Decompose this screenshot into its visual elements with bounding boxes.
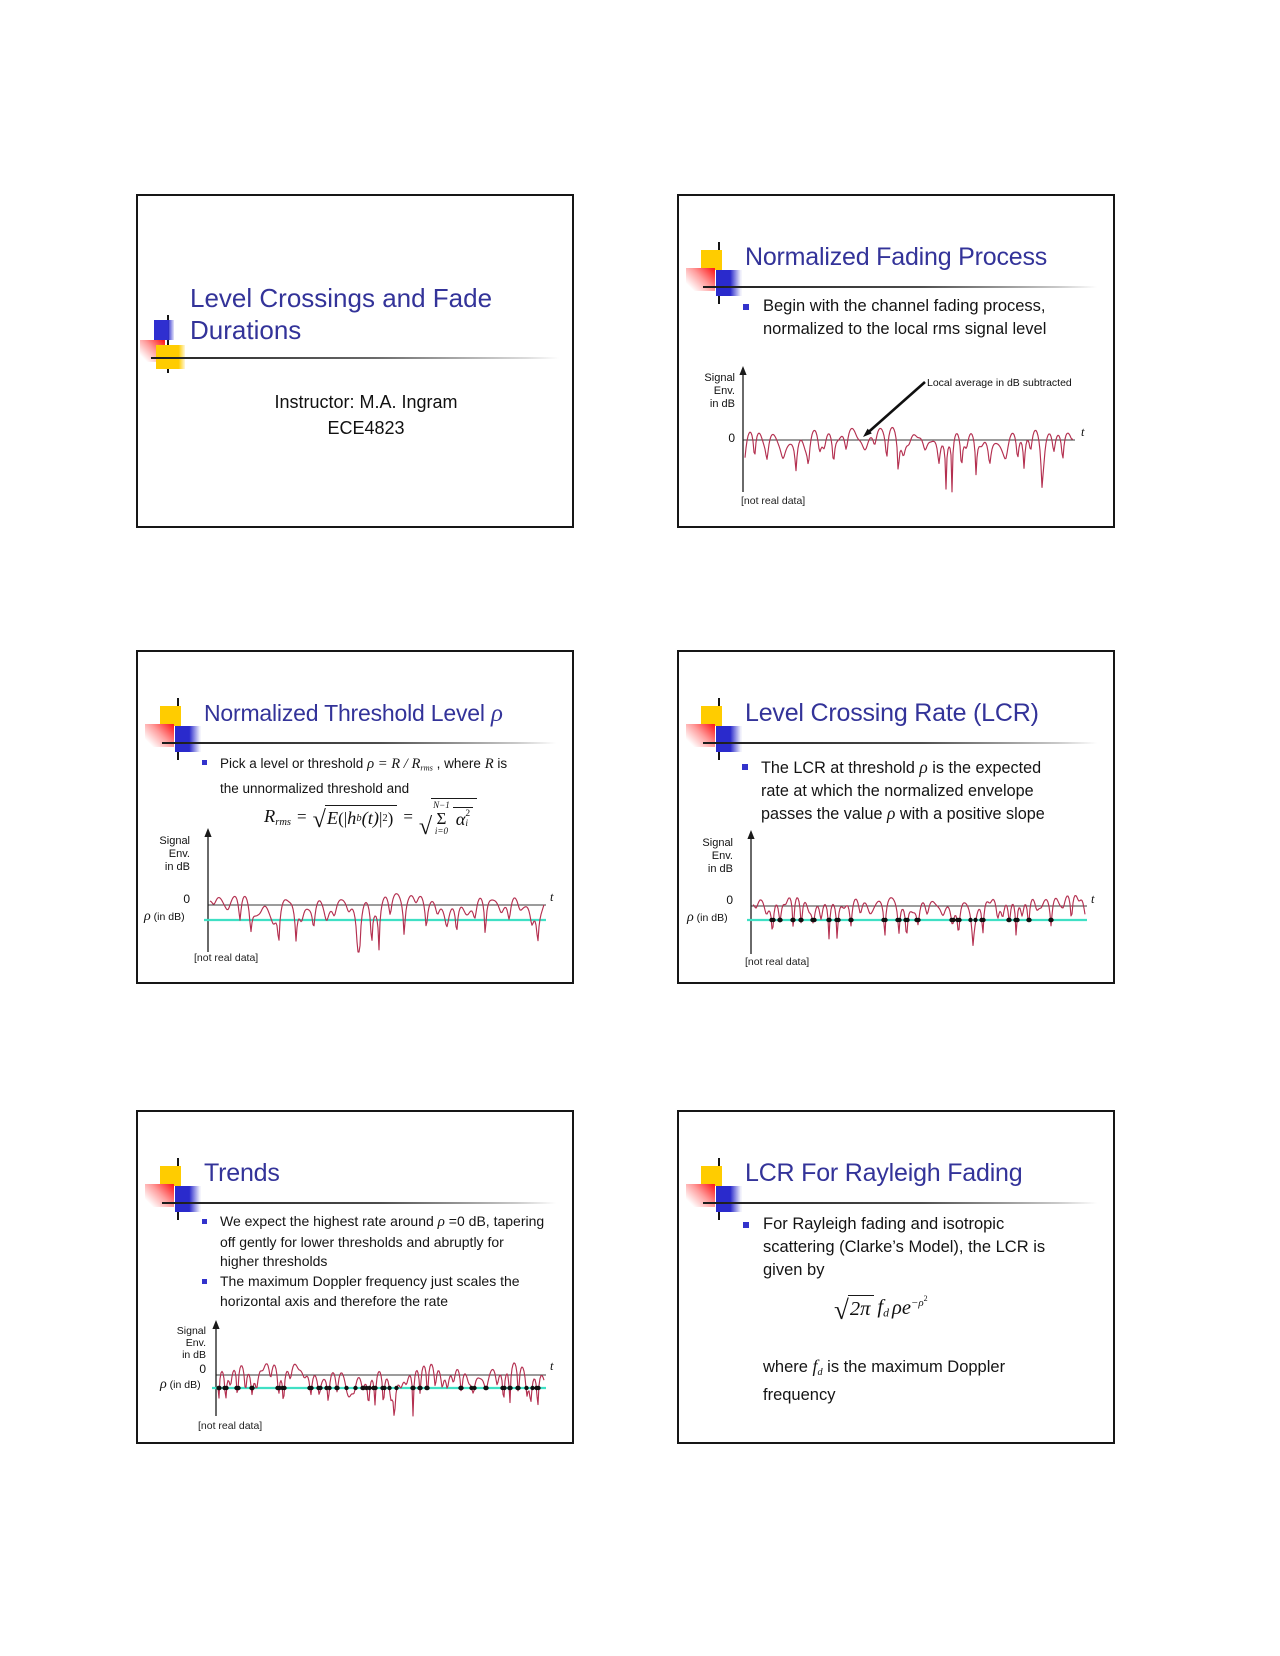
logo-yellow-square xyxy=(160,706,181,726)
plot-zero-label: 0 xyxy=(183,892,190,906)
deck-title xyxy=(190,282,492,346)
decorative-squares-logo xyxy=(138,1112,208,1227)
slide-normalized-threshold-level xyxy=(136,650,574,984)
logo-blue-square xyxy=(175,726,201,752)
slide-title-text: Normalized Fading Process xyxy=(745,243,1048,271)
slide-trends xyxy=(136,1110,574,1444)
bullet-marker xyxy=(202,1279,207,1284)
slide-normalized-fading-process xyxy=(677,194,1115,528)
course-line: ECE4823 xyxy=(327,418,405,438)
plot-ylabel: Signal Env. in dB xyxy=(159,835,190,873)
slide-title-text: Normalized Threshold Level ρ xyxy=(204,700,503,727)
title-rule xyxy=(151,357,559,359)
summation: N−1 Σ i=0 xyxy=(433,800,450,837)
bullet-marker xyxy=(202,760,207,765)
plot-annotation: Local average in dB subtracted xyxy=(927,377,1072,389)
logo-yellow-square xyxy=(160,1166,181,1186)
radical: √ 2π xyxy=(834,1295,874,1321)
slide-title-text: Level Crossing Rate (LCR) xyxy=(745,699,1039,727)
logo-yellow-square xyxy=(701,1166,722,1186)
bullet-marker xyxy=(743,1222,749,1228)
radical-sum: √ N−1 Σ i=0 α 2 i xyxy=(419,798,477,837)
fading-signal-plot xyxy=(739,366,1085,494)
slide-lcr-rayleigh-fading xyxy=(677,1110,1115,1444)
plot-zero-label: 0 xyxy=(728,431,735,445)
plot-time-axis-label: t xyxy=(1081,425,1085,439)
deck-title-line2: Durations xyxy=(190,315,302,345)
title-rule xyxy=(703,742,1097,744)
decorative-squares-logo xyxy=(679,652,749,767)
plot-footnote: [not real data] xyxy=(741,495,806,507)
fading-signal-plot xyxy=(747,830,1097,956)
slide-level-crossing-rate xyxy=(677,650,1115,984)
plot-time-axis-label: t xyxy=(1091,892,1095,906)
title-rule xyxy=(162,742,556,744)
bullet-text: For Rayleigh fading and isotropic scattering (Clarke’s Model), the LCR is given by xyxy=(763,1215,1046,1279)
instructor-line: Instructor: M.A. Ingram xyxy=(274,392,458,412)
bullet-text: Pick a level or threshold ρ = R / Rrms , where R is the unnormalized threshold and xyxy=(220,756,508,797)
plot-time-axis-label: t xyxy=(550,890,554,904)
fading-signal-plot xyxy=(204,828,556,954)
plot-footnote: [not real data] xyxy=(194,952,259,964)
plot-threshold-label: ρ (in dB) xyxy=(144,909,185,924)
lcr-formula: √ 2π fd ρe −ρ 2 xyxy=(834,1293,928,1325)
plot-time-axis-label: t xyxy=(550,1359,554,1373)
decorative-squares-logo xyxy=(679,196,749,311)
slide-title-text: Trends xyxy=(204,1159,280,1187)
logo-yellow-square xyxy=(701,706,722,726)
deck-title-line1: Level Crossings and Fade xyxy=(190,283,493,313)
bullet-text: Begin with the channel fading process, normalized to the local rms signal level xyxy=(763,297,1047,338)
plot-footnote: [not real data] xyxy=(745,956,810,968)
bullet-text: The maximum Doppler frequency just scales the horizontal axis and therefore the rate xyxy=(220,1273,520,1309)
bullet-text: The LCR at threshold ρ is the expected rate at which the normalized envelope passes the value ρ with a positive slope xyxy=(761,757,1045,823)
title-rule xyxy=(703,286,1097,288)
plot-threshold-label: ρ (in dB) xyxy=(687,910,728,925)
plot-threshold-label: ρ (in dB) xyxy=(160,1377,201,1392)
bullet-marker xyxy=(743,304,749,310)
plot-ylabel: Signal Env. in dB xyxy=(704,372,735,410)
logo-yellow-square xyxy=(701,250,722,270)
rms-formula: Rrms = √ E (| h b (t) | 2 ) = √ N−1 Σ i=0 α 2 i xyxy=(264,798,477,837)
bullet-marker xyxy=(742,764,748,770)
slide-title xyxy=(136,194,574,528)
plot-zero-label: 0 xyxy=(726,893,733,907)
radical: √ E (| h b (t) | 2 ) xyxy=(313,805,398,829)
decorative-squares-logo xyxy=(138,652,208,767)
logo-blue-square xyxy=(716,1186,742,1212)
logo-blue-square xyxy=(716,726,742,752)
plot-ylabel: Signal Env. in dB xyxy=(176,1325,206,1361)
title-rule xyxy=(162,1202,556,1204)
logo-blue-square xyxy=(716,270,742,296)
title-rule xyxy=(703,1202,1097,1204)
plot-zero-label: 0 xyxy=(199,1362,206,1376)
bullet-marker xyxy=(202,1219,207,1224)
fading-signal-plot xyxy=(212,1320,556,1418)
decorative-squares-logo xyxy=(679,1112,749,1227)
bullet-text: We expect the highest rate around ρ =0 dB, tapering off gently for lower thresholds and abruptly for higher thresholds xyxy=(220,1213,545,1269)
plot-ylabel: Signal Env. in dB xyxy=(702,837,733,875)
slide-title-text: LCR For Rayleigh Fading xyxy=(745,1159,1023,1187)
plot-footnote: [not real data] xyxy=(198,1420,263,1432)
logo-blue-square xyxy=(175,1186,201,1212)
logo-blue-square xyxy=(154,320,174,340)
where-clause: where fd is the maximum Doppler frequency xyxy=(763,1356,1006,1404)
